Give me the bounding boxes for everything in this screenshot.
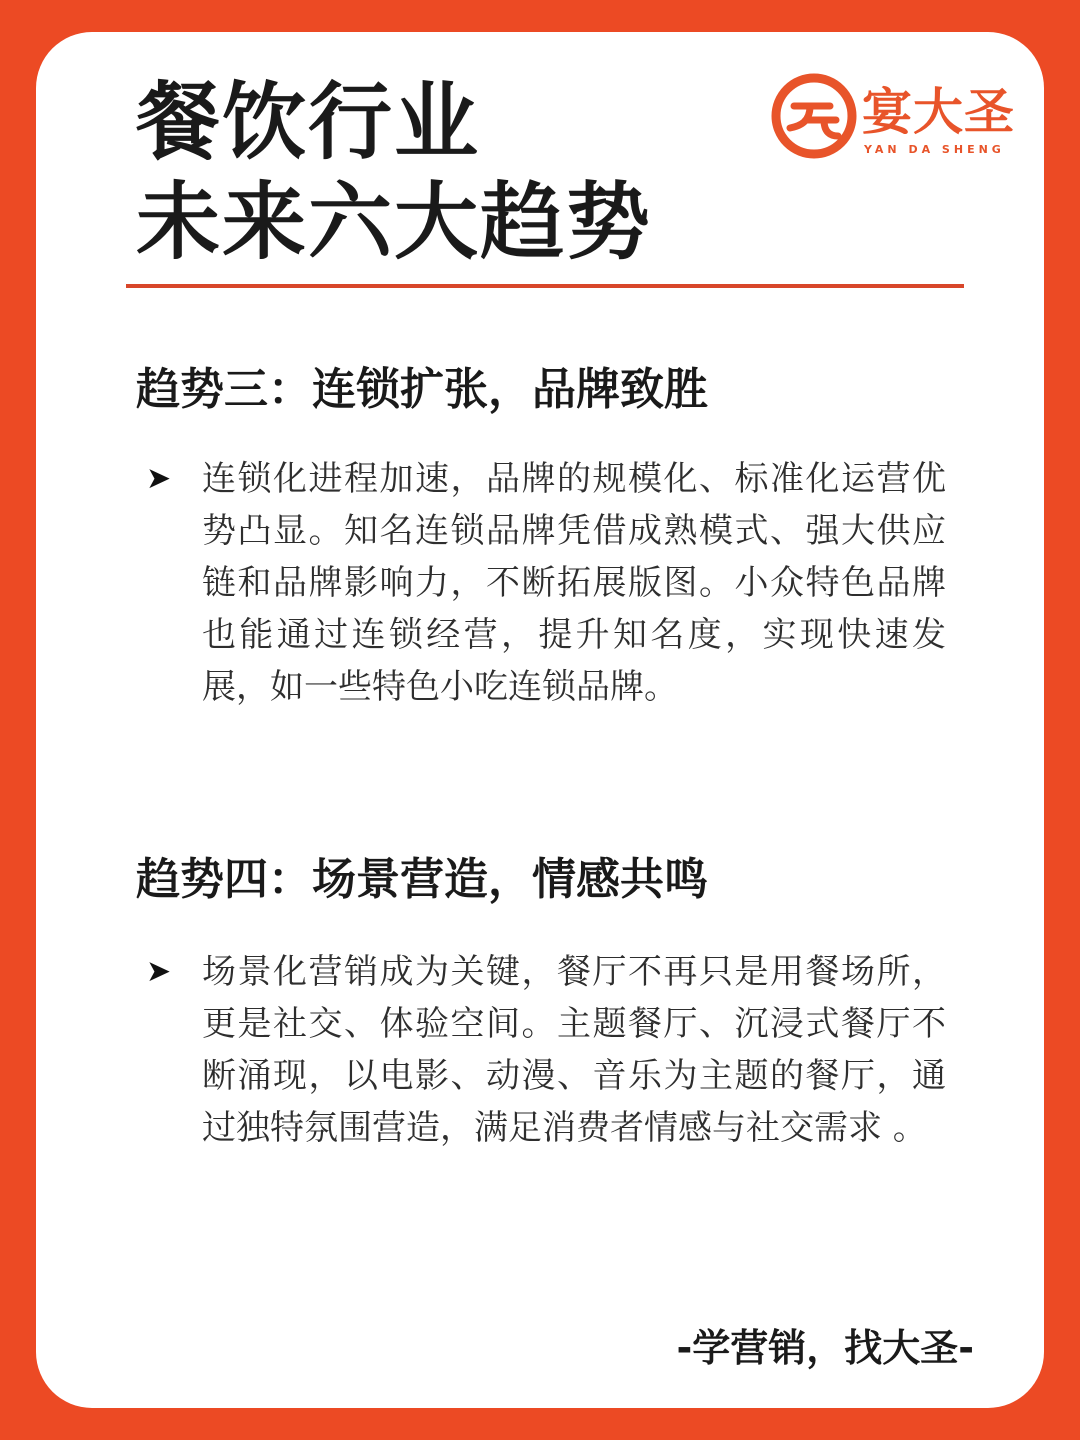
brand-logo	[770, 72, 1015, 190]
brand-subtitle: YAN DA SHENG	[864, 143, 1005, 156]
title-line-1: 餐饮行业	[136, 73, 481, 171]
section-heading: 趋势四：场景营造，情感共鸣	[136, 854, 708, 905]
arrow-bullet-icon: ➤	[146, 461, 172, 496]
title-divider	[126, 284, 964, 288]
content-card	[36, 32, 1044, 1408]
footer-slogan: -学营销，找大圣-	[676, 1326, 974, 1370]
page-title	[136, 72, 652, 272]
arrow-bullet-icon: ➤	[146, 954, 172, 989]
section-body: 连锁化进程加速，品牌的规模化、标准化运营优势凸显。知名连锁品牌凭借成熟模式、强大供应链和品牌影响力，不断拓展版图。小众特色品牌也能通过连锁经营，提升知名度，实现快速发展，如一些特色小吃连锁品牌。	[202, 459, 946, 707]
section-body: 场景化营销成为关键，餐厅不再只是用餐场所，更是社交、体验空间。主题餐厅、沉浸式餐厅不断涌现，以电影、动漫、音乐为主题的餐厅，通过独特氛围营造，满足消费者情感与社交需求 。	[202, 952, 946, 1148]
brand-logo-icon	[770, 72, 858, 160]
brand-name: 宴大圣	[862, 83, 1015, 141]
section-heading: 趋势三：连锁扩张，品牌致胜	[136, 364, 708, 415]
title-line-2: 未来六大趋势	[136, 173, 653, 271]
